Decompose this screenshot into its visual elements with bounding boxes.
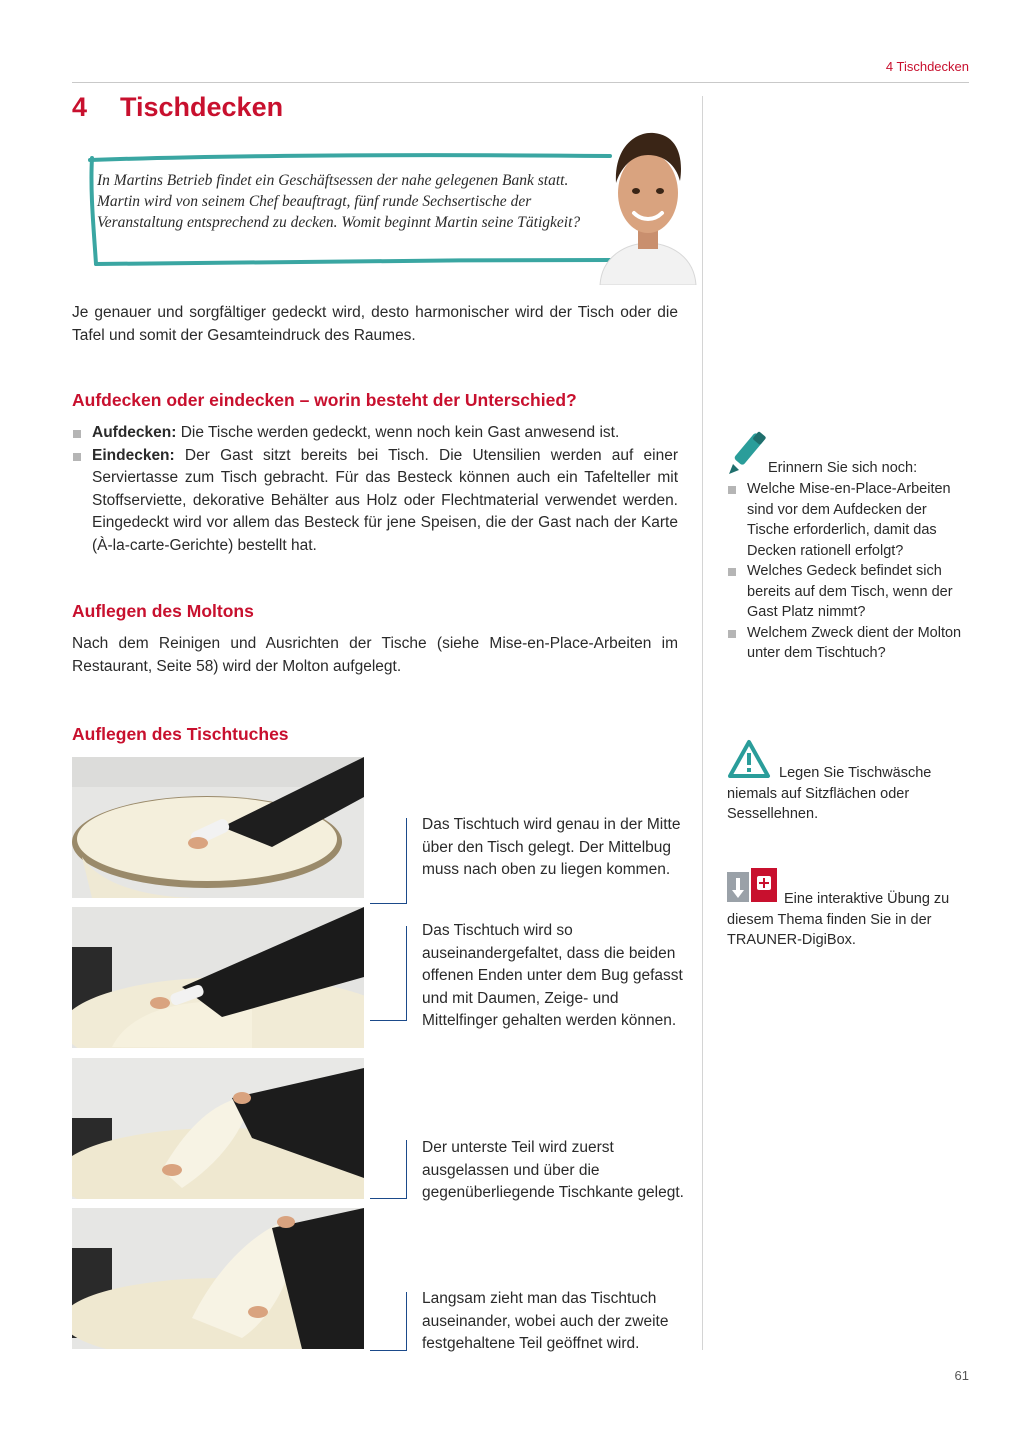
step-photo bbox=[72, 907, 364, 1048]
caption-bracket bbox=[370, 818, 407, 904]
portrait-image bbox=[598, 125, 698, 285]
list-item: Welche Mise-en-Place-Arbeiten sind vor dem Aufdecken der Tische erforderlich, damit das Decken rationell erfolgt? bbox=[727, 479, 972, 561]
pen-icon bbox=[727, 430, 769, 476]
step-photo bbox=[72, 1208, 364, 1349]
caption-bracket bbox=[370, 926, 407, 1021]
list-item bbox=[72, 445, 678, 558]
running-header: 4 Tischdecken bbox=[885, 59, 969, 74]
reminder-intro: Erinnern Sie sich noch: bbox=[768, 460, 918, 476]
chapter-title-text: Tischdecken bbox=[120, 92, 284, 122]
list-item: Welches Gedeck befindet sich bereits auf dem Tisch, wenn der Gast Platz nimmt? bbox=[727, 561, 972, 623]
caption-bracket bbox=[370, 1292, 407, 1351]
list-item: Welchem Zweck dient der Molton unter dem Tischtuch? bbox=[727, 623, 972, 664]
step-caption: Das Tischtuch wird so auseinandergefaltet, dass die beiden offenen Enden unter dem Bug gefasst und mit Daumen, Zeige- und Mittelfinger gehalten werden können. bbox=[422, 922, 683, 1029]
term: Eindecken: bbox=[92, 446, 175, 464]
step-caption: Der unterste Teil wird zuerst ausgelassen und über die gegenüberliegende Tischkante gelegt. bbox=[422, 1139, 684, 1201]
lead-paragraph: Je genauer und sorgfältiger gedeckt wird, desto harmonischer wird der Tisch oder die Tafel und somit der Gesamteindruck des Raumes. bbox=[72, 304, 678, 344]
definition: Die Tische werden gedeckt, wenn noch kein Gast anwesend ist. bbox=[176, 424, 620, 441]
term: Aufdecken: bbox=[92, 424, 177, 441]
definition: Der Gast sitzt bereits bei Tisch. Die Utensilien werden auf einer Serviertasse zum Tisch gebracht. Für das Besteck können auch ein Tafelteller mit Stoffserviette, dekorative Behälter aus Holz oder Flechtmaterial verwendet werden. Eingedeckt wird vor allem das Besteck für jene Speisen, die der Gast nach der Karte (À-la-carte-Gerichte) bestellt hat. bbox=[92, 446, 678, 554]
molton-paragraph: Nach dem Reinigen und Ausrichten der Tische (siehe Mise-en-Place-Arbeiten im Restaurant, Seite 58) wird der Molton aufgelegt. bbox=[72, 635, 678, 675]
reminder-questions bbox=[727, 479, 972, 664]
section-heading-tischtuch: Auflegen des Tischtuches bbox=[72, 724, 289, 744]
column-divider bbox=[702, 96, 703, 1350]
intro-text: In Martins Betrieb findet ein Geschäftsessen der nahe gelegenen Bank statt. Martin wird von seinem Chef beauftragt, fünf runde Sechsertische der Veranstaltung entsprechend zu decken. Womit beginnt Martin seine Tätigkeit? bbox=[97, 172, 581, 231]
section-heading-molton: Auflegen des Moltons bbox=[72, 601, 254, 621]
chapter-number: 4 bbox=[72, 92, 88, 122]
warning-text: Legen Sie Tischwäsche niemals auf Sitzflächen oder Sessellehnen. bbox=[727, 765, 932, 822]
step-photo bbox=[72, 757, 364, 898]
step-caption: Langsam zieht man das Tischtuch auseinander, wobei auch der zweite festgehaltene Teil geöffnet wird. bbox=[422, 1290, 669, 1352]
header-rule bbox=[72, 82, 969, 83]
section-heading-aufdecken: Aufdecken oder eindecken – worin besteht der Unterschied? bbox=[72, 390, 577, 410]
step-photo bbox=[72, 1058, 364, 1199]
digibox-text: Eine interaktive Übung zu diesem Thema finden Sie in der TRAUNER-DigiBox. bbox=[727, 891, 950, 948]
caption-bracket bbox=[370, 1140, 407, 1199]
chapter-title bbox=[72, 92, 283, 123]
list-item bbox=[72, 422, 678, 445]
step-caption: Das Tischtuch wird genau in der Mitte über den Tisch gelegt. Der Mittelbug muss nach oben zu liegen kommen. bbox=[422, 816, 681, 878]
definition-list bbox=[72, 422, 678, 557]
page-number: 61 bbox=[954, 1368, 969, 1383]
